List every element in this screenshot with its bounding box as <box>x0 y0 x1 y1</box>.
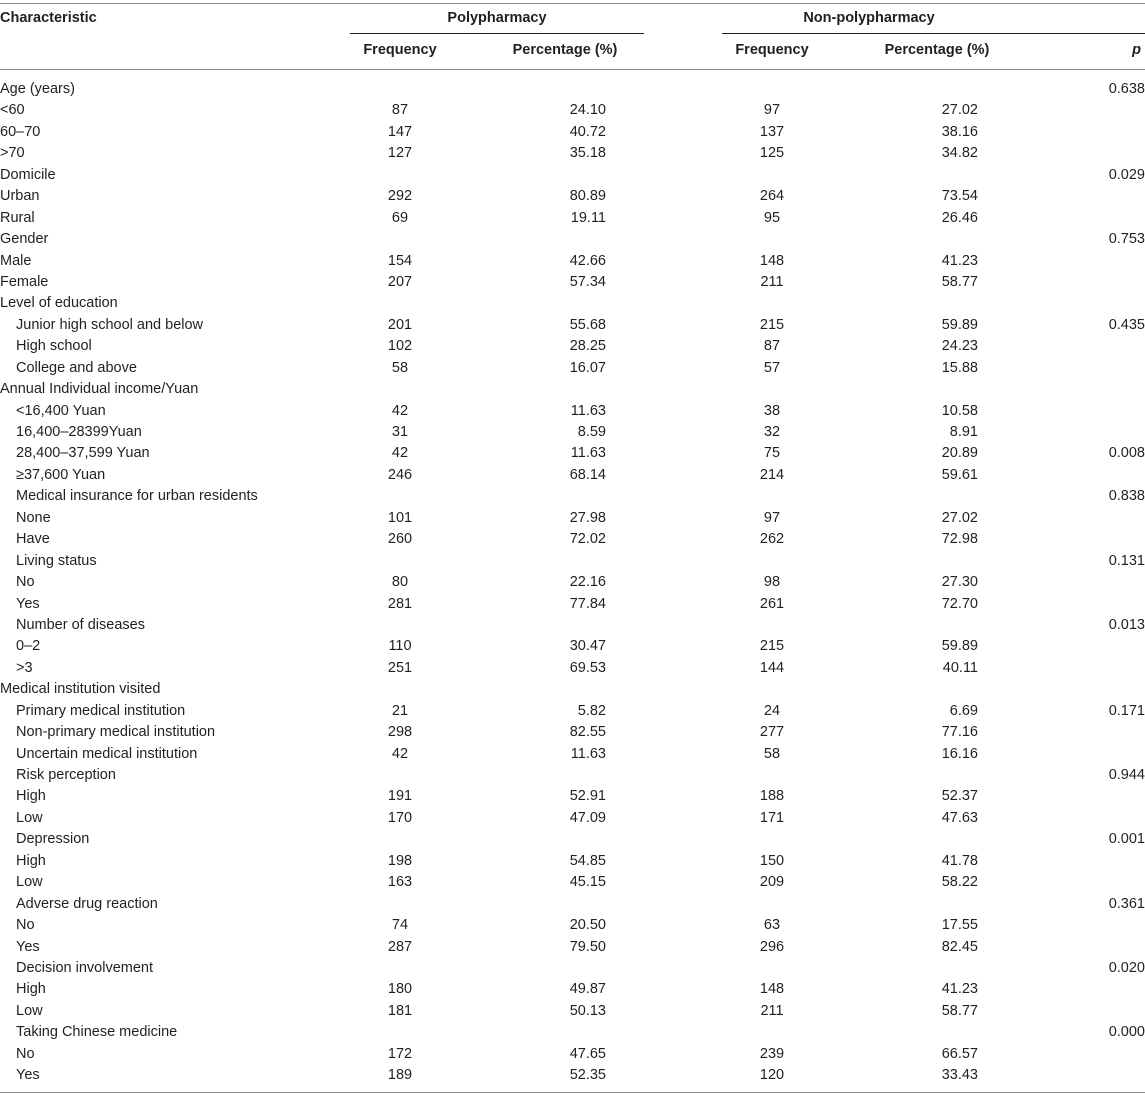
row-label: >3 <box>16 659 33 676</box>
non-polypharmacy-percentage: 10.58 <box>941 402 978 419</box>
non-polypharmacy-percentage: 24.23 <box>941 338 978 355</box>
non-polypharmacy-frequency: 296 <box>759 938 785 955</box>
non-polypharmacy-frequency: 32 <box>763 424 781 440</box>
table-row <box>0 208 1145 229</box>
polypharmacy-frequency: 58 <box>391 359 409 376</box>
table-row <box>0 829 1145 850</box>
row-label: Age (years) <box>0 81 75 97</box>
polypharmacy-frequency: 181 <box>387 1002 413 1019</box>
p-value: 0.020 <box>1108 959 1145 976</box>
header-frequency-2: Frequency <box>735 42 809 58</box>
row-label: Female <box>0 273 49 290</box>
polypharmacy-percentage: 50.13 <box>569 1002 606 1019</box>
table-row <box>0 379 1145 400</box>
row-label: Yes <box>16 938 40 955</box>
non-polypharmacy-percentage: 47.63 <box>941 809 978 826</box>
non-polypharmacy-frequency: 75 <box>763 445 781 462</box>
polypharmacy-percentage: 45.15 <box>569 874 606 891</box>
polypharmacy-percentage: 30.47 <box>569 638 606 655</box>
non-polypharmacy-percentage: 59.89 <box>941 638 978 655</box>
non-polypharmacy-frequency: 277 <box>759 724 785 741</box>
row-label: High school <box>16 338 92 355</box>
row-label: High <box>16 981 46 998</box>
polypharmacy-frequency: 198 <box>387 852 413 869</box>
non-polypharmacy-percentage: 41.23 <box>941 252 978 269</box>
polypharmacy-frequency: 87 <box>391 102 409 119</box>
table-row <box>0 551 1145 572</box>
table-row <box>0 100 1145 121</box>
non-polypharmacy-percentage: 15.88 <box>941 359 978 376</box>
table-top-rule <box>0 3 1145 4</box>
polypharmacy-percentage: 5.82 <box>577 702 606 719</box>
p-value: 0.944 <box>1108 767 1145 783</box>
non-polypharmacy-frequency: 58 <box>763 745 781 762</box>
non-polypharmacy-frequency: 97 <box>763 102 781 119</box>
non-polypharmacy-frequency: 63 <box>763 917 781 934</box>
row-label: Yes <box>16 1067 40 1084</box>
non-polypharmacy-frequency: 211 <box>760 273 784 290</box>
non-polypharmacy-percentage: 58.77 <box>941 273 978 290</box>
polypharmacy-frequency: 298 <box>387 724 413 741</box>
row-label: <60 <box>0 102 25 119</box>
table-row <box>0 872 1145 893</box>
polypharmacy-frequency: 180 <box>387 981 413 998</box>
non-polypharmacy-percentage: 8.91 <box>949 424 978 440</box>
polypharmacy-frequency: 170 <box>387 809 413 826</box>
p-value: 0.029 <box>1108 166 1145 183</box>
polypharmacy-frequency: 102 <box>387 338 413 355</box>
table-row <box>0 293 1145 314</box>
table-row <box>0 615 1145 636</box>
polypharmacy-percentage: 68.14 <box>569 466 606 483</box>
row-label: Uncertain medical institution <box>16 745 198 762</box>
table-row <box>0 529 1145 550</box>
polypharmacy-percentage: 8.59 <box>577 424 606 440</box>
header-bottom-rule <box>0 69 1145 70</box>
row-label: High <box>16 852 46 869</box>
table-row <box>0 894 1145 915</box>
non-polypharmacy-frequency: 137 <box>759 123 785 140</box>
non-polypharmacy-frequency: 98 <box>763 574 781 591</box>
non-polypharmacy-percentage: 34.82 <box>941 145 978 162</box>
non-polypharmacy-frequency: 171 <box>759 809 785 826</box>
non-polypharmacy-percentage: 59.61 <box>941 466 978 483</box>
non-polypharmacy-frequency: 215 <box>759 316 785 333</box>
non-polypharmacy-frequency: 239 <box>759 1045 785 1062</box>
row-label: Low <box>16 874 43 891</box>
table-row <box>0 336 1145 357</box>
row-label: Depression <box>16 831 90 848</box>
polypharmacy-percentage: 52.35 <box>569 1067 606 1084</box>
non-polypharmacy-frequency: 214 <box>759 466 785 483</box>
non-polypharmacy-percentage: 33.43 <box>941 1067 978 1084</box>
polypharmacy-percentage: 47.09 <box>569 809 606 826</box>
polypharmacy-percentage: 42.66 <box>569 252 606 269</box>
table-row <box>0 508 1145 529</box>
non-polypharmacy-frequency: 261 <box>759 595 785 612</box>
polypharmacy-percentage: 11.63 <box>570 745 606 762</box>
polypharmacy-percentage: 49.87 <box>569 981 606 998</box>
polypharmacy-frequency: 287 <box>387 938 413 955</box>
table-bottom-rule <box>0 1092 1145 1093</box>
table-row <box>0 401 1145 422</box>
table-row <box>0 443 1145 464</box>
non-polypharmacy-group-rule <box>722 33 1145 34</box>
row-label: Annual Individual income/Yuan <box>0 381 199 398</box>
non-polypharmacy-percentage: 41.23 <box>941 981 978 998</box>
non-polypharmacy-frequency: 57 <box>763 359 781 376</box>
non-polypharmacy-frequency: 144 <box>759 659 785 676</box>
table-row <box>0 251 1145 272</box>
table-row <box>0 229 1145 250</box>
polypharmacy-percentage: 20.50 <box>569 917 606 934</box>
table-row <box>0 636 1145 657</box>
polypharmacy-frequency: 154 <box>387 252 413 269</box>
polypharmacy-percentage: 28.25 <box>569 338 606 355</box>
polypharmacy-percentage: 27.98 <box>569 509 606 526</box>
row-label: 0–2 <box>16 638 41 655</box>
row-label: Non-primary medical institution <box>16 724 216 741</box>
polypharmacy-percentage: 82.55 <box>569 724 606 741</box>
non-polypharmacy-frequency: 125 <box>759 145 785 162</box>
row-label: Have <box>16 531 50 548</box>
table-row <box>0 422 1145 443</box>
table-row <box>0 722 1145 743</box>
non-polypharmacy-percentage: 27.02 <box>941 509 978 526</box>
table-row <box>0 465 1145 486</box>
row-label: Junior high school and below <box>16 316 204 333</box>
row-label: Living status <box>16 552 97 569</box>
table-row <box>0 679 1145 700</box>
p-value: 0.838 <box>1108 488 1145 505</box>
row-label: 60–70 <box>0 123 41 140</box>
non-polypharmacy-percentage: 72.98 <box>941 531 978 548</box>
non-polypharmacy-frequency: 215 <box>759 638 785 655</box>
table-row <box>0 272 1145 293</box>
p-value: 0.000 <box>1108 1024 1145 1041</box>
row-label: Medical insurance for urban residents <box>16 488 258 505</box>
header-p-value: p <box>1132 42 1141 58</box>
row-label: Yes <box>16 595 40 612</box>
polypharmacy-frequency: 101 <box>387 509 413 526</box>
non-polypharmacy-percentage: 77.16 <box>941 724 978 741</box>
row-label: 16,400–28399Yuan <box>16 424 142 440</box>
polypharmacy-frequency: 74 <box>391 917 409 934</box>
table-row <box>0 358 1145 379</box>
polypharmacy-percentage: 16.07 <box>569 359 606 376</box>
non-polypharmacy-frequency: 95 <box>763 209 781 226</box>
polypharmacy-frequency: 110 <box>388 638 412 655</box>
row-label: Decision involvement <box>16 959 154 976</box>
polypharmacy-percentage: 40.72 <box>569 123 606 140</box>
header-percentage-1: Percentage (%) <box>512 42 618 58</box>
polypharmacy-frequency: 42 <box>391 402 409 419</box>
table-row <box>0 958 1145 979</box>
row-label: Taking Chinese medicine <box>16 1024 178 1041</box>
polypharmacy-frequency: 69 <box>391 209 409 226</box>
polypharmacy-frequency: 191 <box>387 788 413 805</box>
row-label: Low <box>16 809 43 826</box>
polypharmacy-frequency: 189 <box>387 1067 413 1084</box>
table-row <box>0 658 1145 679</box>
table-row <box>0 79 1145 100</box>
polypharmacy-percentage: 47.65 <box>569 1045 606 1062</box>
polypharmacy-percentage: 77.84 <box>569 595 606 612</box>
non-polypharmacy-frequency: 97 <box>763 509 781 526</box>
non-polypharmacy-percentage: 59.89 <box>941 316 978 333</box>
polypharmacy-percentage: 52.91 <box>569 788 606 805</box>
table-row <box>0 315 1145 336</box>
p-value: 0.638 <box>1108 81 1145 97</box>
p-value: 0.008 <box>1108 445 1145 462</box>
table-row <box>0 594 1145 615</box>
non-polypharmacy-percentage: 58.22 <box>941 874 978 891</box>
row-label: Domicile <box>0 166 56 183</box>
polypharmacy-frequency: 31 <box>391 424 409 440</box>
polypharmacy-frequency: 201 <box>387 316 413 333</box>
polypharmacy-percentage: 11.63 <box>570 445 606 462</box>
polypharmacy-group-rule <box>350 33 644 34</box>
polypharmacy-percentage: 57.34 <box>569 273 606 290</box>
non-polypharmacy-frequency: 209 <box>759 874 785 891</box>
non-polypharmacy-frequency: 38 <box>763 402 781 419</box>
table-row <box>0 1065 1145 1086</box>
polypharmacy-percentage: 80.89 <box>569 188 606 205</box>
non-polypharmacy-frequency: 264 <box>759 188 785 205</box>
non-polypharmacy-frequency: 188 <box>759 788 785 805</box>
polypharmacy-frequency: 147 <box>387 123 413 140</box>
polypharmacy-frequency: 42 <box>391 445 409 462</box>
row-label: 28,400–37,599 Yuan <box>16 445 150 462</box>
polypharmacy-frequency: 260 <box>387 531 413 548</box>
row-label: No <box>16 1045 35 1062</box>
header-percentage-2: Percentage (%) <box>884 42 990 58</box>
table-row <box>0 186 1145 207</box>
table-row <box>0 979 1145 1000</box>
row-label: Urban <box>0 188 40 205</box>
row-label: ≥37,600 Yuan <box>16 466 106 483</box>
row-label: No <box>16 917 35 934</box>
polypharmacy-percentage: 55.68 <box>569 316 606 333</box>
p-value: 0.435 <box>1108 316 1145 333</box>
p-value: 0.753 <box>1108 231 1145 248</box>
polypharmacy-frequency: 207 <box>387 273 413 290</box>
non-polypharmacy-percentage: 66.57 <box>941 1045 978 1062</box>
non-polypharmacy-percentage: 72.70 <box>941 595 978 612</box>
row-label: College and above <box>16 359 137 376</box>
non-polypharmacy-percentage: 58.77 <box>941 1002 978 1019</box>
polypharmacy-percentage: 35.18 <box>569 145 606 162</box>
polypharmacy-percentage: 19.11 <box>570 209 606 226</box>
non-polypharmacy-frequency: 148 <box>759 252 785 269</box>
polypharmacy-percentage: 11.63 <box>570 402 606 419</box>
table-row <box>0 786 1145 807</box>
header-frequency-1: Frequency <box>363 42 437 58</box>
table-row <box>0 486 1145 507</box>
non-polypharmacy-percentage: 52.37 <box>941 788 978 805</box>
row-label: Primary medical institution <box>16 702 186 719</box>
row-label: Male <box>0 252 32 269</box>
row-label: Risk perception <box>16 767 116 783</box>
row-label: Level of education <box>0 295 118 312</box>
polypharmacy-frequency: 246 <box>387 466 413 483</box>
p-value: 0.361 <box>1108 895 1145 912</box>
non-polypharmacy-frequency: 211 <box>760 1002 784 1019</box>
table-row <box>0 937 1145 958</box>
non-polypharmacy-percentage: 40.11 <box>942 659 978 676</box>
non-polypharmacy-frequency: 150 <box>759 852 785 869</box>
table-row <box>0 744 1145 765</box>
polypharmacy-frequency: 42 <box>391 745 409 762</box>
non-polypharmacy-percentage: 41.78 <box>941 852 978 869</box>
table-row <box>0 915 1145 936</box>
header-characteristic: Characteristic <box>0 10 97 26</box>
table-row <box>0 1022 1145 1043</box>
polypharmacy-frequency: 21 <box>391 702 409 719</box>
non-polypharmacy-percentage: 38.16 <box>941 123 978 140</box>
p-value: 0.131 <box>1108 552 1145 569</box>
table-row <box>0 122 1145 143</box>
table-row <box>0 851 1145 872</box>
non-polypharmacy-percentage: 73.54 <box>941 188 978 205</box>
polypharmacy-frequency: 163 <box>387 874 413 891</box>
row-label: Gender <box>0 231 49 248</box>
row-label: Low <box>16 1002 43 1019</box>
table-row <box>0 143 1145 164</box>
polypharmacy-frequency: 281 <box>387 595 413 612</box>
polypharmacy-percentage: 22.16 <box>569 574 606 591</box>
p-value: 0.171 <box>1108 702 1145 719</box>
row-label: >70 <box>0 145 25 162</box>
row-label: No <box>16 574 35 591</box>
header-polypharmacy: Polypharmacy <box>447 10 547 26</box>
p-value: 0.013 <box>1108 616 1145 633</box>
polypharmacy-percentage: 69.53 <box>569 659 606 676</box>
non-polypharmacy-percentage: 17.55 <box>941 917 978 934</box>
polypharmacy-percentage: 72.02 <box>569 531 606 548</box>
row-label: Rural <box>0 209 35 226</box>
row-label: <16,400 Yuan <box>16 402 106 419</box>
non-polypharmacy-percentage: 26.46 <box>941 209 978 226</box>
polypharmacy-percentage: 79.50 <box>569 938 606 955</box>
non-polypharmacy-percentage: 16.16 <box>941 745 978 762</box>
header-non-polypharmacy: Non-polypharmacy <box>803 10 935 26</box>
polypharmacy-frequency: 127 <box>387 145 413 162</box>
non-polypharmacy-frequency: 24 <box>763 702 781 719</box>
polypharmacy-frequency: 80 <box>391 574 409 591</box>
table-row <box>0 701 1145 722</box>
table-row <box>0 165 1145 186</box>
non-polypharmacy-frequency: 120 <box>759 1067 785 1084</box>
table-row <box>0 808 1145 829</box>
table-body <box>0 79 1145 1087</box>
row-label: None <box>16 509 51 526</box>
non-polypharmacy-percentage: 20.89 <box>941 445 978 462</box>
row-label: Number of diseases <box>16 616 145 633</box>
row-label: Medical institution visited <box>0 681 161 698</box>
non-polypharmacy-percentage: 6.69 <box>949 702 978 719</box>
row-label: Adverse drug reaction <box>16 895 158 912</box>
non-polypharmacy-frequency: 262 <box>759 531 785 548</box>
non-polypharmacy-percentage: 27.02 <box>941 102 978 119</box>
row-label: High <box>16 788 46 805</box>
polypharmacy-percentage: 54.85 <box>569 852 606 869</box>
table-row <box>0 765 1145 786</box>
polypharmacy-frequency: 172 <box>387 1045 413 1062</box>
table-row <box>0 1044 1145 1065</box>
polypharmacy-frequency: 292 <box>387 188 413 205</box>
non-polypharmacy-percentage: 27.30 <box>941 574 978 591</box>
polypharmacy-percentage: 24.10 <box>569 102 606 119</box>
p-value: 0.001 <box>1108 831 1145 848</box>
table-row <box>0 1001 1145 1022</box>
non-polypharmacy-frequency: 148 <box>759 981 785 998</box>
non-polypharmacy-frequency: 87 <box>763 338 781 355</box>
non-polypharmacy-percentage: 82.45 <box>941 938 978 955</box>
table-row <box>0 572 1145 593</box>
polypharmacy-frequency: 251 <box>387 659 413 676</box>
